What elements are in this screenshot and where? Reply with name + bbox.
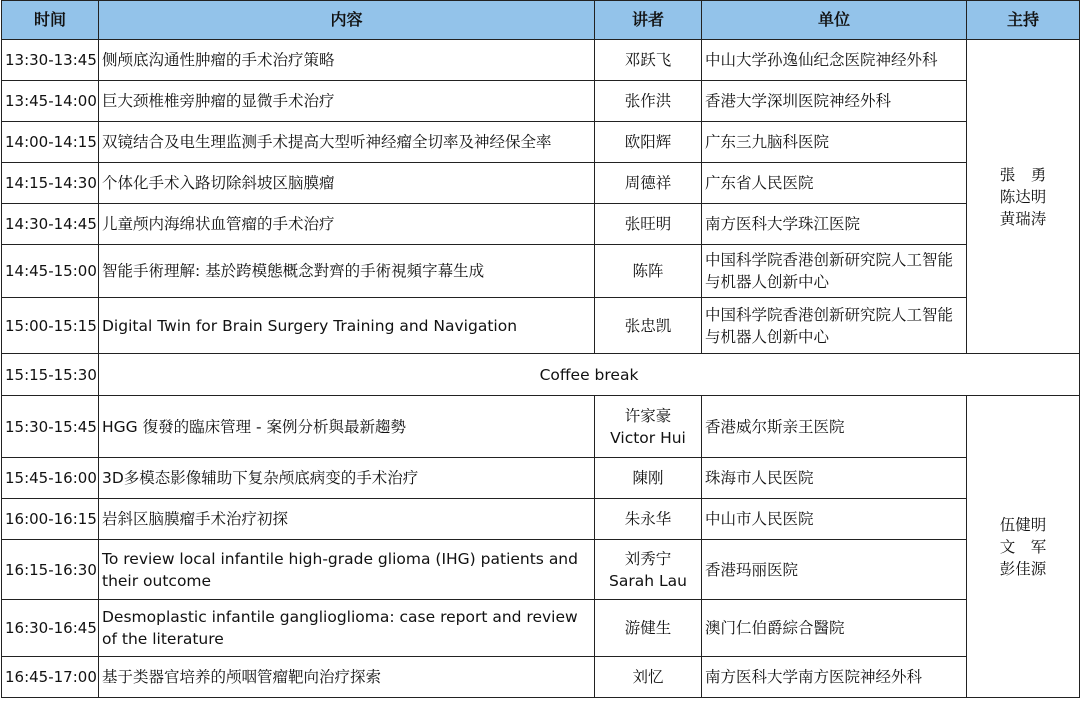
header-row: [2, 1, 1080, 40]
speaker-name: 陈阵: [632, 262, 664, 280]
table-row: [2, 657, 1080, 698]
table-row: [2, 600, 1080, 657]
host-name: 伍健明: [999, 515, 1047, 534]
unit-cell: 中国科学院香港创新研究院人工智能与机器人创新中心: [702, 245, 967, 298]
speaker-name: 许家豪: [624, 406, 672, 425]
unit-cell: 香港大学深圳医院神经外科: [702, 81, 967, 122]
speaker-cell: [595, 458, 702, 499]
unit-cell: 珠海市人民医院: [702, 458, 967, 499]
time-cell: 16:45-17:00: [2, 657, 99, 698]
table-row: [2, 40, 1080, 81]
time-cell: 16:30-16:45: [2, 600, 99, 657]
time-cell: 15:15-15:30: [2, 354, 99, 396]
unit-cell: 澳门仁伯爵綜合醫院: [702, 600, 967, 657]
speaker-name: 张旺明: [624, 215, 672, 233]
host-cell-session2: [967, 396, 1080, 698]
content-cell: 侧颅底沟通性肿瘤的手术治疗策略: [99, 40, 595, 81]
header-time: 时间: [2, 1, 99, 40]
unit-cell: 中国科学院香港创新研究院人工智能与机器人创新中心: [702, 298, 967, 354]
content-cell: Desmoplastic infantile ganglioglioma: case report and review of the literature: [99, 600, 595, 657]
break-row: [2, 354, 1080, 396]
content-cell: 巨大颈椎椎旁肿瘤的显微手术治疗: [99, 81, 595, 122]
table-row: [2, 163, 1080, 204]
time-cell: 13:30-13:45: [2, 40, 99, 81]
content-cell: 双镜结合及电生理监测手术提高大型听神经瘤全切率及神经保全率: [99, 122, 595, 163]
coffee-break-label: Coffee break: [99, 354, 1080, 396]
speaker-name-en: Sarah Lau: [609, 571, 687, 590]
content-cell: 基于类器官培养的颅咽管瘤靶向治疗探索: [99, 657, 595, 698]
speaker-name: 张作洪: [624, 92, 672, 110]
host-name: 張 勇: [999, 165, 1047, 184]
table-row: [2, 540, 1080, 600]
speaker-name: 刘秀宁: [624, 549, 672, 568]
table-row: [2, 458, 1080, 499]
schedule-table: [1, 0, 1080, 698]
unit-cell: 中山市人民医院: [702, 499, 967, 540]
unit-cell: 广东三九脑科医院: [702, 122, 967, 163]
speaker-name: 周德祥: [624, 174, 672, 192]
host-name: 陈达明: [999, 187, 1047, 206]
content-cell: 岩斜区脑膜瘤手术治疗初探: [99, 499, 595, 540]
speaker-cell: [595, 163, 702, 204]
table-row: [2, 298, 1080, 354]
time-cell: 13:45-14:00: [2, 81, 99, 122]
table-row: [2, 122, 1080, 163]
time-cell: 14:30-14:45: [2, 204, 99, 245]
content-cell: 个体化手术入路切除斜坡区脑膜瘤: [99, 163, 595, 204]
header-host: 主持: [967, 1, 1080, 40]
time-cell: 16:15-16:30: [2, 540, 99, 600]
unit-cell: 广东省人民医院: [702, 163, 967, 204]
content-cell: 3D多模态影像辅助下复杂颅底病变的手术治疗: [99, 458, 595, 499]
content-cell: HGG 復發的臨床管理 - 案例分析與最新趨勢: [99, 396, 595, 458]
speaker-cell: [595, 540, 702, 600]
unit-cell: 南方医科大学南方医院神经外科: [702, 657, 967, 698]
speaker-name: 刘忆: [632, 668, 664, 686]
speaker-name: 张忠凯: [624, 316, 672, 335]
table-row: [2, 396, 1080, 458]
host-cell-session1: [967, 40, 1080, 354]
time-cell: 15:30-15:45: [2, 396, 99, 458]
unit-cell: 南方医科大学珠江医院: [702, 204, 967, 245]
content-cell: Digital Twin for Brain Surgery Training and Navigation: [99, 298, 595, 354]
speaker-cell: [595, 600, 702, 657]
speaker-cell: [595, 298, 702, 354]
header-speaker: 讲者: [595, 1, 702, 40]
host-name: 黄瑞涛: [999, 209, 1047, 228]
unit-cell: 中山大学孙逸仙纪念医院神经外科: [702, 40, 967, 81]
time-cell: 14:00-14:15: [2, 122, 99, 163]
speaker-cell: [595, 81, 702, 122]
time-cell: 14:45-15:00: [2, 245, 99, 298]
speaker-cell: [595, 40, 702, 81]
header-content: 内容: [99, 1, 595, 40]
speaker-cell: [595, 499, 702, 540]
speaker-cell: [595, 396, 702, 458]
header-unit: 单位: [702, 1, 967, 40]
table-row: [2, 245, 1080, 298]
speaker-name-en: Victor Hui: [610, 428, 686, 447]
speaker-cell: [595, 122, 702, 163]
speaker-cell: [595, 245, 702, 298]
time-cell: 14:15-14:30: [2, 163, 99, 204]
speaker-cell: [595, 657, 702, 698]
speaker-name: 欧阳辉: [624, 133, 672, 151]
table-row: [2, 204, 1080, 245]
time-cell: 15:00-15:15: [2, 298, 99, 354]
table-row: [2, 81, 1080, 122]
unit-cell: 香港玛丽医院: [702, 540, 967, 600]
table-row: [2, 499, 1080, 540]
speaker-name: 游健生: [624, 619, 672, 637]
content-cell: 儿童颅内海绵状血管瘤的手术治疗: [99, 204, 595, 245]
speaker-name: 陳刚: [632, 469, 664, 487]
content-cell: 智能手術理解: 基於跨模態概念對齊的手術視頻字幕生成: [99, 245, 595, 298]
unit-cell: 香港威尔斯亲王医院: [702, 396, 967, 458]
host-name: 文 军: [999, 537, 1047, 556]
speaker-name: 邓跃飞: [624, 51, 672, 69]
time-cell: 16:00-16:15: [2, 499, 99, 540]
content-cell: To review local infantile high-grade glioma (IHG) patients and their outcome: [99, 540, 595, 600]
host-name: 彭佳源: [999, 559, 1047, 578]
speaker-name: 朱永华: [624, 510, 672, 528]
speaker-cell: [595, 204, 702, 245]
time-cell: 15:45-16:00: [2, 458, 99, 499]
